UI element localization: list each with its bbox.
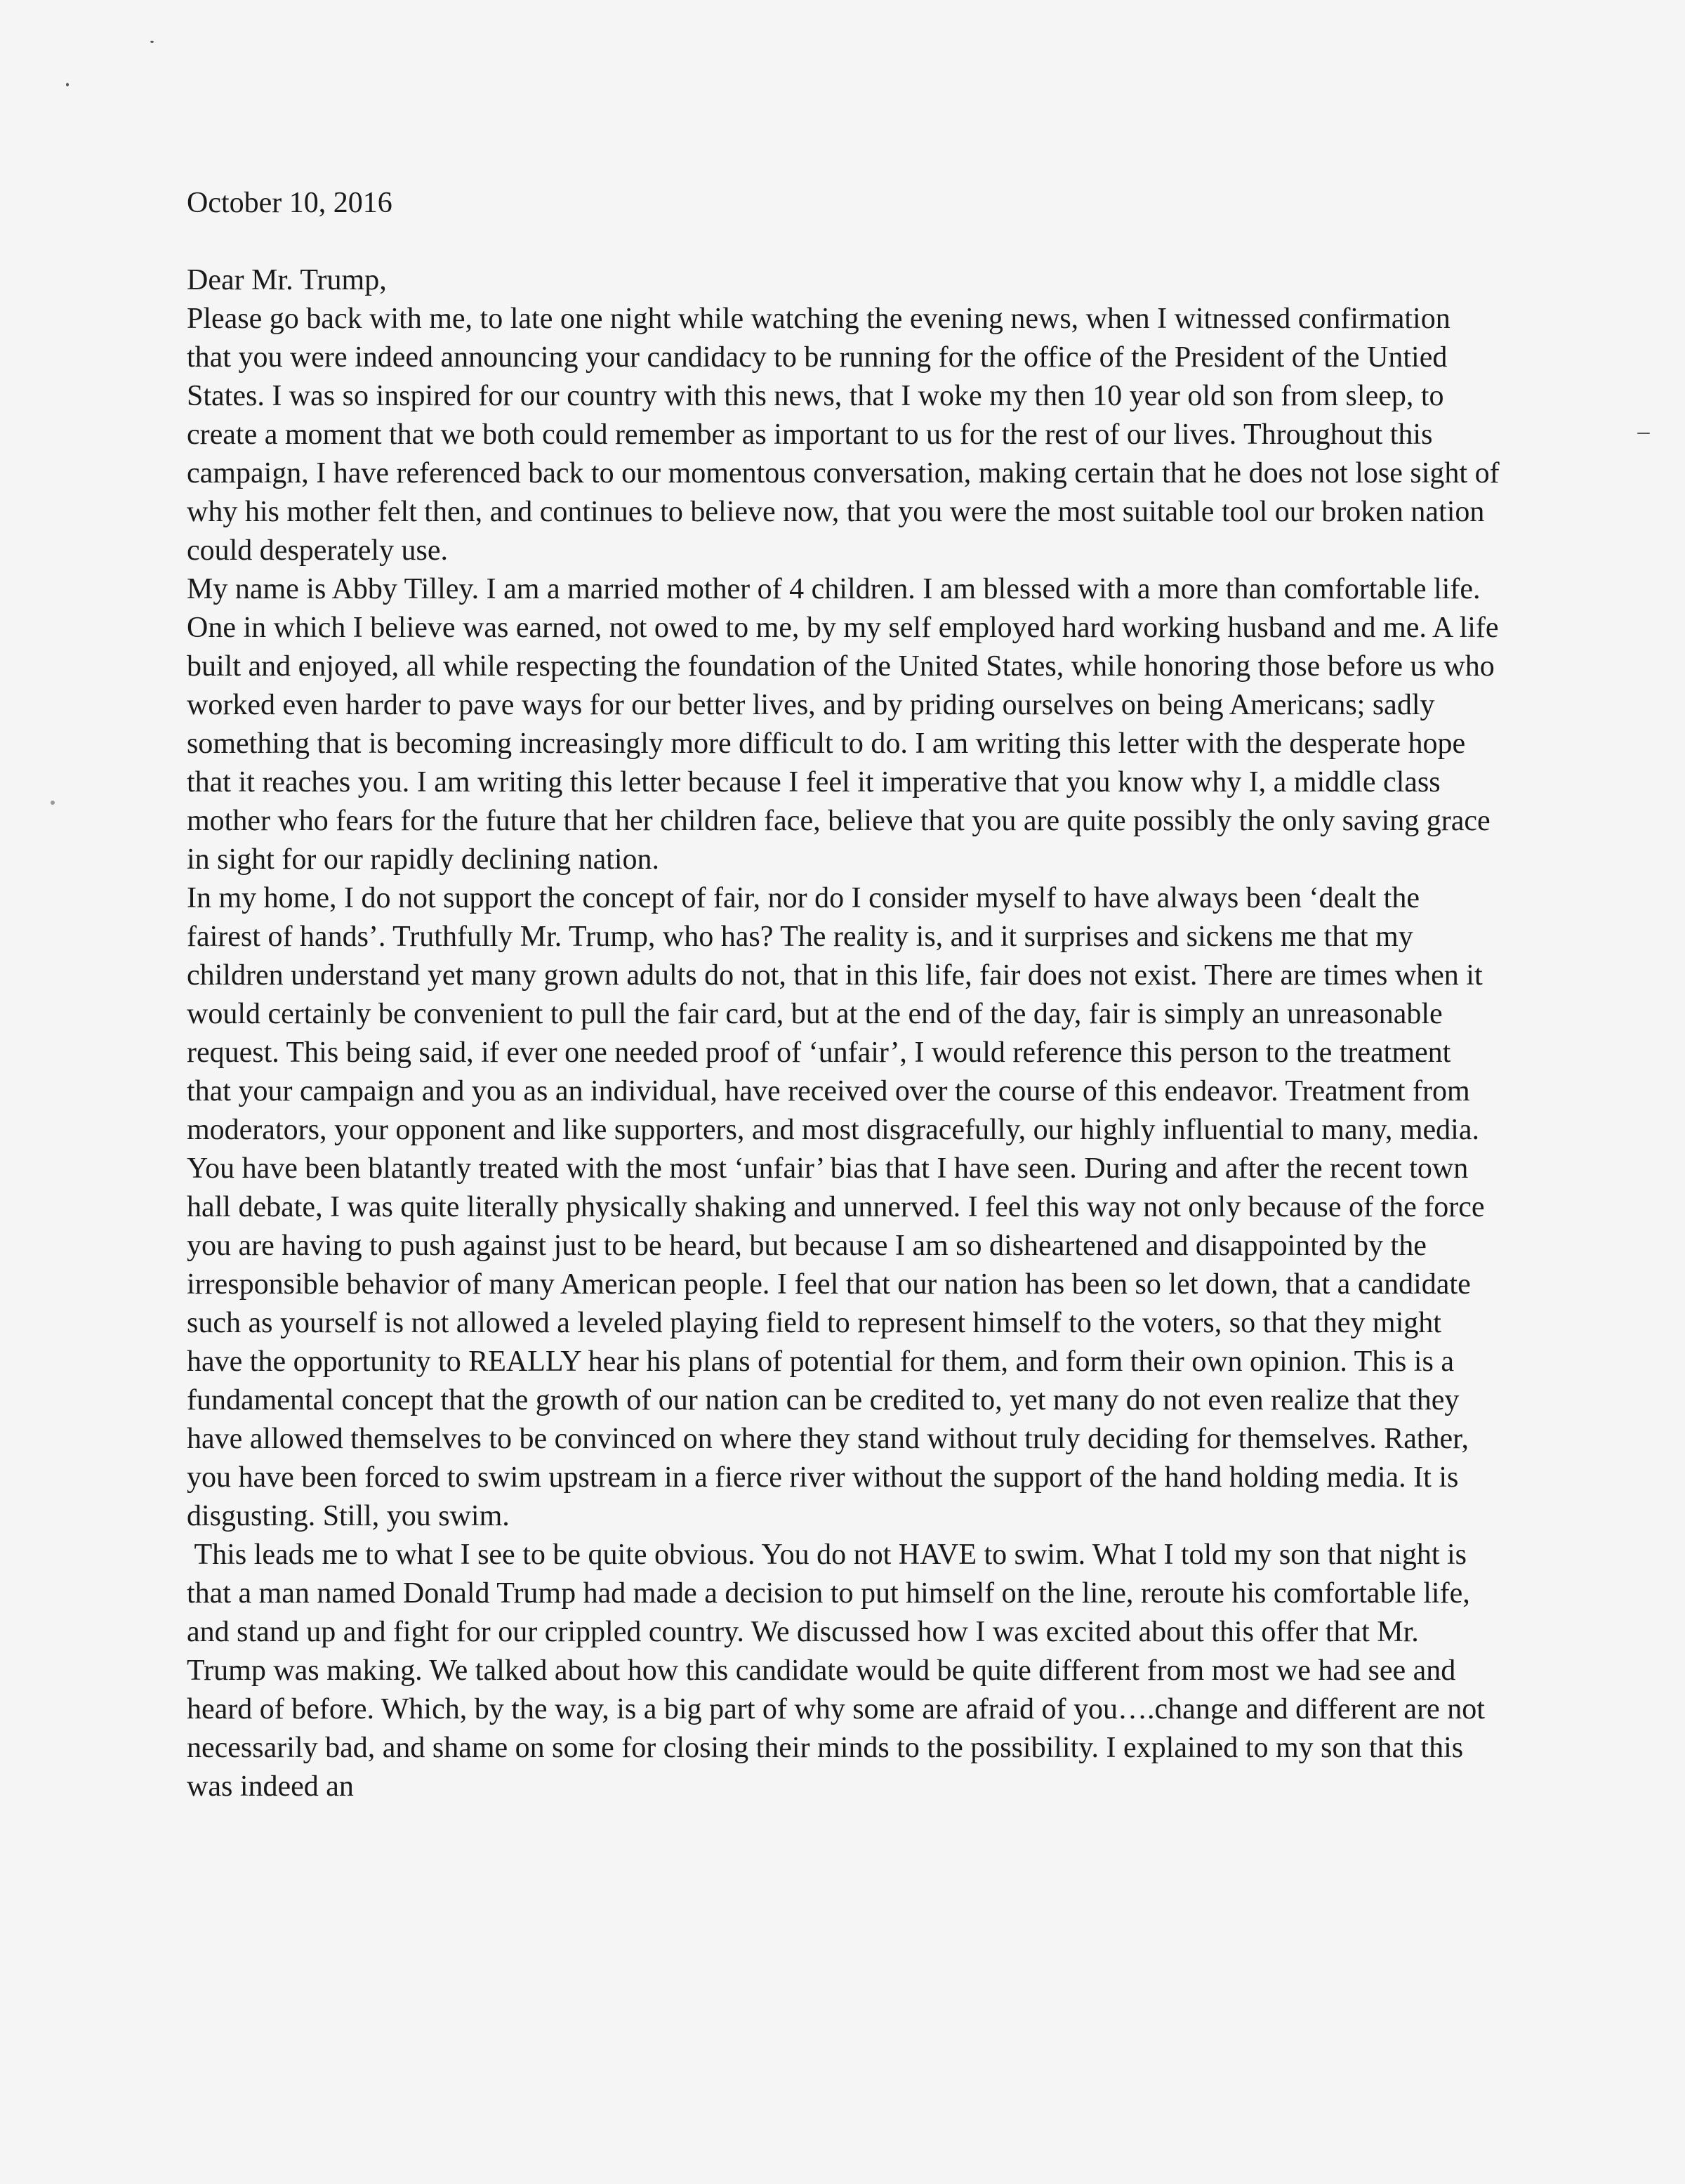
scan-speck xyxy=(51,801,55,805)
letter-paragraph-4: This leads me to what I see to be quite obvious. You do not HAVE to swim. What I told my son that night is that a man named Donald Trump had made a decision to put himself on the line, reroute his comfortable life, and stand up and fight for our crippled country. We discussed how I was excited about this offer that Mr. Trump was making. We talked about how this candidate would be quite different from most we had see and heard of before. Which, by the way, is a big part of why some are afraid of you….change and different are not necessarily bad, and shame on some for closing their minds to the possibility. I explained to my son that this was indeed an xyxy=(187,1539,1493,1803)
letter-paragraph-1: Please go back with me, to late one night while watching the evening news, when I witnessed confirmation that you were indeed announcing your candidacy to be running for the office of the President of the Untied States. I was so inspired for our country with this news, that I woke my then 10 year old son from sleep, to create a moment that we both could remember as important to us for the rest of our lives. Throughout this campaign, I have referenced back to our momentous conversation, making certain that he does not lose sight of why his mother felt then, and continues to believe now, that you were the most suitable tool our broken nation could desperately use. xyxy=(187,303,1500,567)
letter-paragraph-2: My name is Abby Tilley. I am a married mother of 4 children. I am blessed with a more than comfortable life. One in which I believe was earned, not owed to me, by my self employed hard working husband and me. A life built and enjoyed, all while respecting the foundation of the United States, while honoring those before us who worked even harder to pave ways for our better lives, and by priding ourselves on being Americans; sadly something that is becoming increasingly more difficult to do. I am writing this letter with the desperate hope that it reaches you. I am writing this letter because I feel it imperative that you know why I, a middle class mother who fears for the future that her children face, believe that you are quite possibly the only saving grace in sight for our rapidly declining nation. xyxy=(187,573,1499,876)
scan-speck xyxy=(1637,433,1650,434)
letter-date: October 10, 2016 xyxy=(187,187,392,219)
letter-paragraph-3: In my home, I do not support the concept of fair, nor do I consider myself to have always been ‘dealt the fairest of hands’. Truthfully Mr. Trump, who has? The reality is, and it surprises and sickens me that my children understand yet many grown adults do not, that in this life, fair does not exist. There are times when it would certainly be convenient to pull the fair card, but at the end of the day, fair is simply an unreasonable request. This being said, if ever one needed proof of ‘unfair’, I would reference this person to the treatment that your campaign and you as an individual, have received over the course of this endeavor. Treatment from moderators, your opponent and like supporters, and most disgracefully, our highly influential to many, media. You have been blatantly treated with the most ‘unfair’ bias that I have seen. During and after the recent town hall debate, I was quite literally physically shaking and unnerved. I feel this way not only because of the force you are having to push against just to be heard, but because I am so disheartened and disappointed by the irresponsible behavior of many American people. I feel that our nation has been so let down, that a candidate such as yourself is not allowed a leveled playing field to represent himself to the voters, so that they might have the opportunity to REALLY hear his plans of potential for them, and form their own opinion. This is a fundamental concept that the growth of our nation can be credited to, yet many do not even realize that they have allowed themselves to be convinced on where they stand without truly deciding for themselves. Rather, you have been forced to swim upstream in a fierce river without the support of the hand holding media. It is disgusting. Still, you swim. xyxy=(187,882,1485,1532)
letter-salutation: Dear Mr. Trump, xyxy=(187,264,387,296)
scan-speck xyxy=(66,83,69,86)
scan-speck xyxy=(150,41,154,43)
letter-body xyxy=(187,184,1500,1806)
